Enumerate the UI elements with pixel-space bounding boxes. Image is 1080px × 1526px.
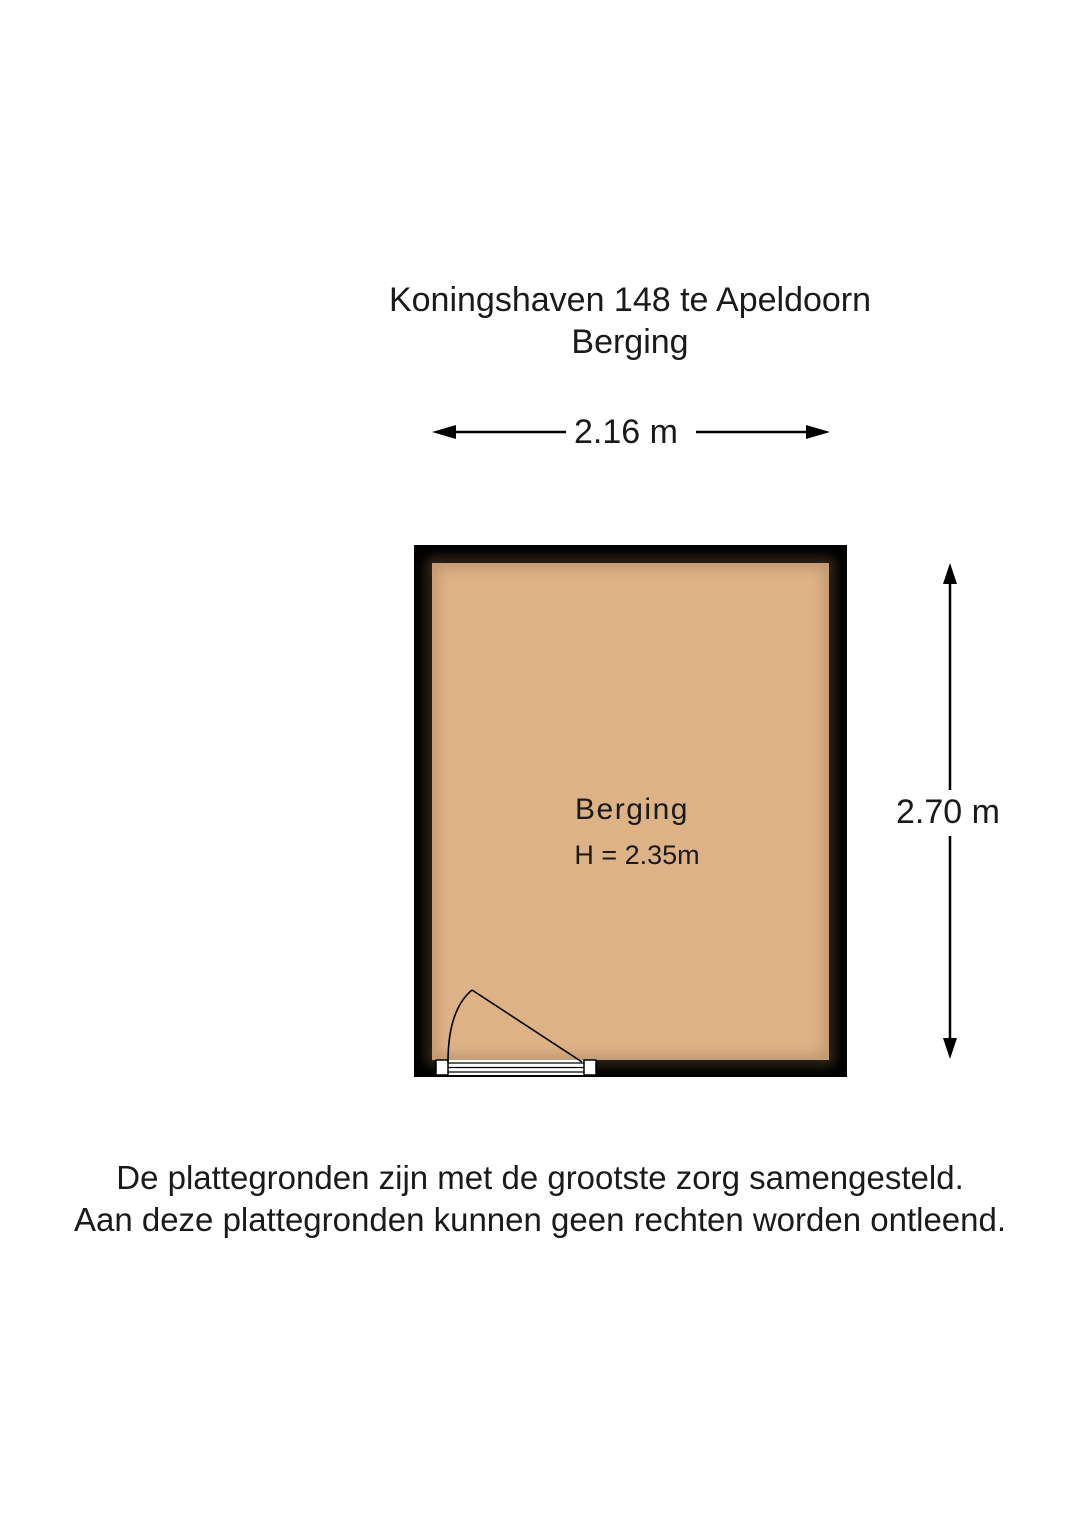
disclaimer-line-2: Aan deze plattegronden kunnen geen rechten worden ontleend. [73, 1201, 1007, 1238]
room-ceiling-height-label: H = 2.35m [574, 840, 700, 870]
width-dimension-label: 2.16 m [566, 412, 686, 452]
height-dimension-label: 2.70 m [888, 792, 1008, 832]
arrow-right-icon [806, 425, 830, 439]
arrow-left-icon [432, 425, 456, 439]
arrow-up-icon [943, 563, 957, 584]
plan-title-address: Koningshaven 148 te Apeldoorn [388, 281, 872, 319]
disclaimer-line-1: De plattegronden zijn met de grootste zorg samengesteld. [116, 1159, 964, 1196]
room-name-label: Berging [575, 793, 689, 826]
arrow-down-icon [943, 1038, 957, 1059]
plan-title-room: Berging [571, 323, 689, 361]
